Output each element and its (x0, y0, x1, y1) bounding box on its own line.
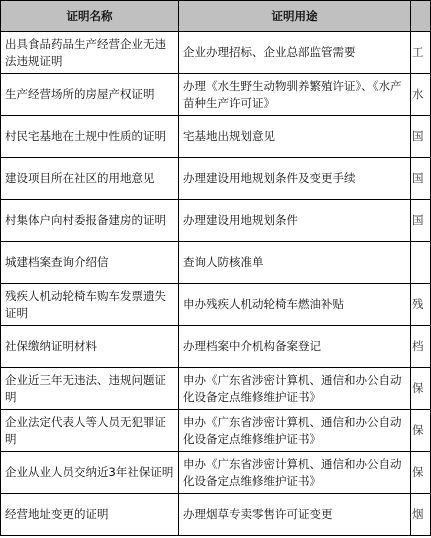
cert-use: 企业办理招标、企业总部监管需要 (179, 32, 411, 74)
cert-use: 办理《水生野生动物驯养繁殖许证》、《水产苗种生产许可证》 (179, 74, 411, 116)
table-row (1, 368, 431, 410)
cert-name: 经营地址变更的证明 (1, 494, 179, 536)
header-cert-use: 证明用途 (179, 1, 411, 32)
table-row (1, 284, 431, 326)
cert-name: 企业法定代表人等人员无犯罪证明 (1, 410, 179, 452)
cert-extra: 水 (411, 74, 431, 116)
table-row (1, 242, 431, 284)
table-row (1, 410, 431, 452)
cert-extra: 国 (411, 200, 431, 242)
cert-use: 申办《广东省涉密计算机、通信和办公自动化设备定点维修维护证书》 (179, 368, 411, 410)
cert-use: 申办《广东省涉密计算机、通信和办公自动化设备定点维修维护证书》 (179, 452, 411, 494)
cert-use: 办理档案中介机构备案登记 (179, 326, 411, 368)
cert-name: 社保缴纳证明材料 (1, 326, 179, 368)
cert-name: 村集体户向村委报备建房的证明 (1, 200, 179, 242)
cert-use: 办理烟草专卖零售许可证变更 (179, 494, 411, 536)
cert-extra: 国 (411, 116, 431, 158)
cert-use: 查询人防核准单 (179, 242, 411, 284)
header-cert-name: 证明名称 (1, 1, 179, 32)
cert-use: 申办《广东省涉密计算机、通信和办公自动化设备定点维修维护证书》 (179, 410, 411, 452)
table-header-row (1, 1, 431, 32)
cert-extra: 国 (411, 158, 431, 200)
table-row (1, 200, 431, 242)
table-row (1, 494, 431, 536)
cert-extra: 档 (411, 326, 431, 368)
cert-extra: 保 (411, 410, 431, 452)
table-row (1, 116, 431, 158)
cert-extra (411, 242, 431, 284)
table-row (1, 326, 431, 368)
cert-extra: 残 (411, 284, 431, 326)
cert-name: 城建档案查询介绍信 (1, 242, 179, 284)
cert-extra: 工 (411, 32, 431, 74)
cert-extra: 保 (411, 368, 431, 410)
table-row (1, 32, 431, 74)
table-row (1, 74, 431, 116)
cert-use: 宅基地出规划意见 (179, 116, 411, 158)
cert-name: 村民宅基地在土规中性质的证明 (1, 116, 179, 158)
cert-name: 生产经营场所的房屋产权证明 (1, 74, 179, 116)
cert-extra: 保 (411, 452, 431, 494)
cert-name: 残疾人机动轮椅车购车发票遗失证明 (1, 284, 179, 326)
cert-use: 办理建设用地规划条件 (179, 200, 411, 242)
cert-name: 企业从业人员交纳近3年社保证明 (1, 452, 179, 494)
header-extra (411, 1, 431, 32)
table-row (1, 158, 431, 200)
cert-name: 出具食品药品生产经营企业无违法违规证明 (1, 32, 179, 74)
cert-name: 建设项目所在社区的用地意见 (1, 158, 179, 200)
cert-extra: 烟 (411, 494, 431, 536)
cert-use: 办理建设用地规划条件及变更手续 (179, 158, 411, 200)
cert-use: 申办残疾人机动轮椅车燃油补贴 (179, 284, 411, 326)
table-row (1, 452, 431, 494)
cert-name: 企业近三年无违法、违规问题证明 (1, 368, 179, 410)
